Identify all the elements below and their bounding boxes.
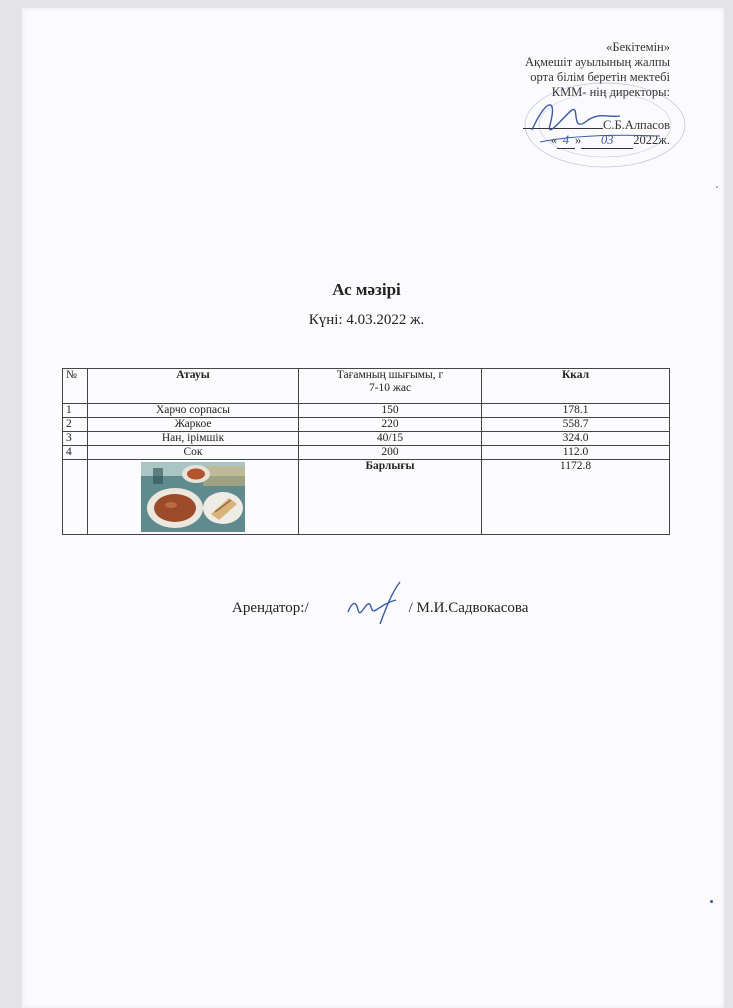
- approval-school-line1: Ақмешіт ауылының жалпы: [525, 55, 670, 69]
- total-label: Барлығы: [299, 460, 482, 535]
- tenant-signature: [340, 578, 420, 628]
- row-name: Сок: [88, 446, 299, 460]
- menu-date: Күні: 4.03.2022 ж.: [308, 312, 425, 328]
- header-output: [299, 369, 482, 404]
- table-row: [63, 446, 670, 460]
- director-signature-stamp: [510, 70, 690, 175]
- date-day: 4: [557, 133, 575, 149]
- row-name: Жаркое: [88, 418, 299, 432]
- header-output-line2: 7-10 жас: [368, 382, 412, 394]
- row-kcal: 324.0: [482, 432, 670, 446]
- tenant-name: / М.И.Садвокасова: [408, 600, 529, 616]
- header-output-line1: Тағамның шығымы, г: [336, 369, 444, 381]
- table-row: [63, 432, 670, 446]
- row-output: 220: [299, 418, 482, 432]
- meal-photo-cell: [88, 460, 299, 535]
- date-quote-close: »: [574, 133, 582, 147]
- row-name: Нан, ірімшік: [88, 432, 299, 446]
- page-title: Ас мәзірі: [332, 280, 401, 299]
- row-kcal: 112.0: [482, 446, 670, 460]
- row-number: 4: [63, 446, 88, 460]
- approval-position: КММ- нің директоры:: [551, 85, 670, 99]
- header-number: №: [63, 369, 88, 404]
- approval-signer-name: С.Б.Алпасов: [603, 118, 670, 132]
- approval-heading: «Бекітемін»: [606, 40, 670, 54]
- table-header-row: [63, 369, 670, 404]
- meal-photo: [141, 462, 245, 532]
- date-month: 03: [581, 133, 633, 149]
- tenant-label: Арендатор:/: [232, 600, 309, 616]
- header-kcal: Ккал: [482, 369, 670, 404]
- row-output: 40/15: [299, 432, 482, 446]
- row-kcal: 558.7: [482, 418, 670, 432]
- row-number: 1: [63, 404, 88, 418]
- row-name: Харчо сорпасы: [88, 404, 299, 418]
- row-output: 150: [299, 404, 482, 418]
- date-quote-open: «: [550, 133, 557, 147]
- ink-speck: [716, 186, 718, 188]
- table-row: [63, 418, 670, 432]
- ink-speck: [710, 900, 713, 903]
- table-row: [63, 404, 670, 418]
- table-total-row: [63, 460, 670, 535]
- row-number: 3: [63, 432, 88, 446]
- date-year: 2022ж.: [633, 133, 670, 147]
- row-number: 2: [63, 418, 88, 432]
- total-kcal: 1172.8: [482, 460, 670, 535]
- approval-school-line2: орта білім беретін мектебі: [530, 70, 670, 84]
- row-output: 200: [299, 446, 482, 460]
- menu-table: [62, 368, 670, 535]
- header-name: Атауы: [88, 369, 299, 404]
- row-kcal: 178.1: [482, 404, 670, 418]
- total-number-empty: [63, 460, 88, 535]
